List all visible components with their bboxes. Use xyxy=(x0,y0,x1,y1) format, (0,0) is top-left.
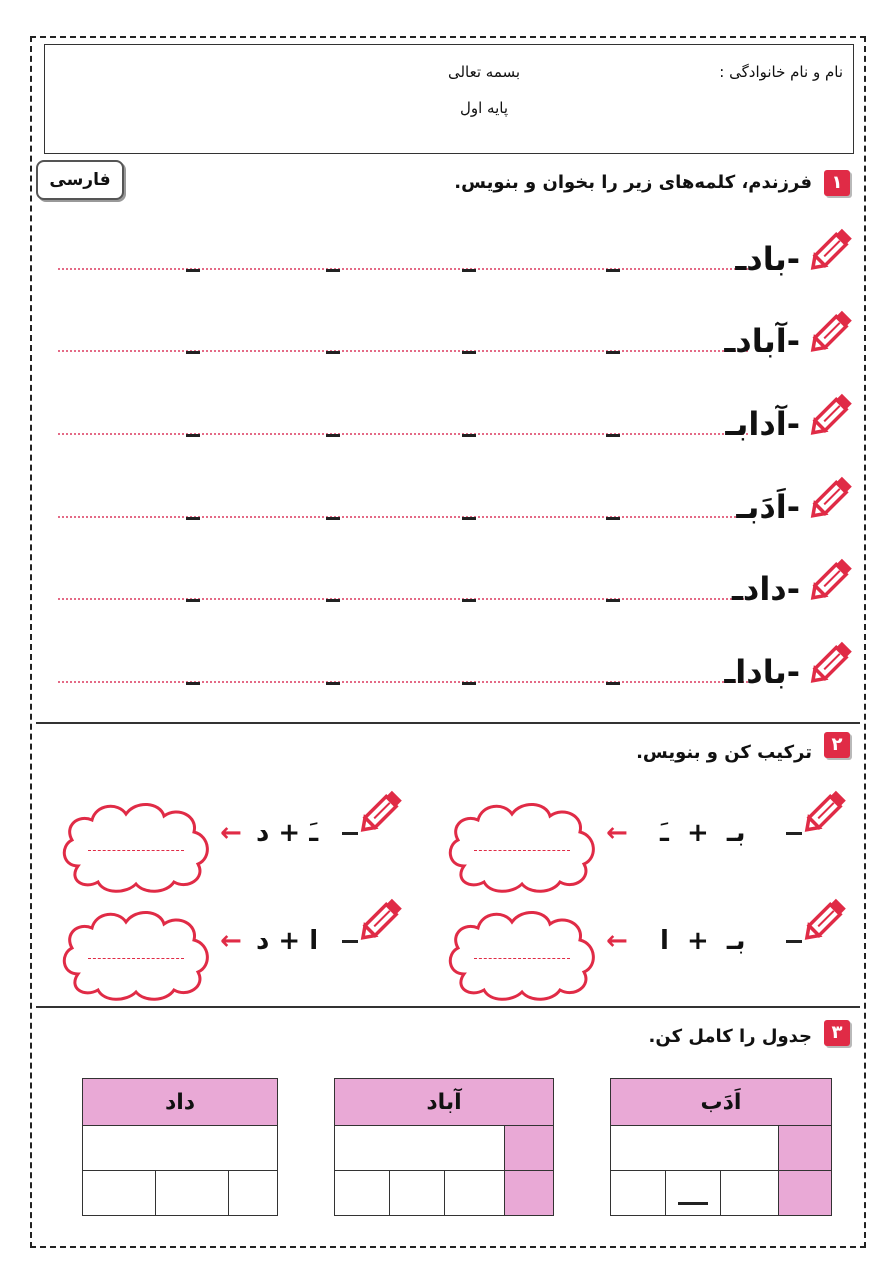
table-header-word: داد xyxy=(83,1079,278,1126)
dotted-writing-line xyxy=(58,516,748,518)
section-1-title: فرزندم، کلمه‌های زیر را بخوان و بنویس. xyxy=(454,172,812,193)
answer-cloud[interactable] xyxy=(442,796,602,896)
letter-cell[interactable] xyxy=(445,1171,505,1216)
answer-line xyxy=(88,850,184,851)
section-3-badge: ۳ xyxy=(824,1020,850,1046)
letter-cell[interactable] xyxy=(721,1171,779,1216)
table-header-word: اَدَب xyxy=(611,1079,832,1126)
pencil-icon xyxy=(800,894,852,946)
word-table xyxy=(610,1078,832,1216)
arrow-left-icon: ← xyxy=(220,926,242,956)
table-header-word: آباد xyxy=(335,1079,554,1126)
dotted-writing-line xyxy=(58,681,748,683)
section-1-badge: ۱ xyxy=(824,170,850,196)
dash-mark xyxy=(462,682,476,685)
dash-mark xyxy=(326,269,340,272)
grade-text: پایه اول xyxy=(459,99,509,117)
dash-mark xyxy=(606,517,620,520)
letter-cell[interactable] xyxy=(666,1171,721,1216)
dash-mark xyxy=(326,351,340,354)
student-name-label: نام و نام خانوادگی : xyxy=(719,63,843,81)
dash-mark xyxy=(326,434,340,437)
dash-mark xyxy=(462,351,476,354)
dash-mark xyxy=(326,599,340,602)
writing-row[interactable] xyxy=(58,637,858,697)
dash-mark xyxy=(462,269,476,272)
practice-word: -باداـ xyxy=(724,653,800,691)
dash-mark xyxy=(462,434,476,437)
answer-cell[interactable] xyxy=(83,1126,278,1171)
writing-row[interactable] xyxy=(58,306,858,366)
dash-mark xyxy=(186,682,200,685)
dash-mark xyxy=(606,351,620,354)
pencil-icon xyxy=(806,306,858,358)
pencil-icon xyxy=(800,786,852,838)
practice-word: -آبادـ xyxy=(724,322,800,360)
section-2-title: ترکیب کن و بنویس. xyxy=(636,742,812,763)
answer-line xyxy=(474,958,570,959)
combo-expression: ـَ + د xyxy=(256,818,319,848)
dotted-writing-line xyxy=(58,433,748,435)
dash-mark xyxy=(342,832,358,835)
combo-expression: بـ + ا xyxy=(660,926,746,956)
practice-word: -بادـ xyxy=(735,240,800,278)
pencil-icon xyxy=(806,637,858,689)
word-table xyxy=(82,1078,278,1216)
dotted-writing-line xyxy=(58,350,748,352)
dash-mark xyxy=(462,599,476,602)
shaded-cell xyxy=(779,1126,832,1171)
pencil-icon xyxy=(356,894,408,946)
writing-row[interactable] xyxy=(58,472,858,532)
word-table xyxy=(334,1078,554,1216)
dash-mark xyxy=(786,832,802,835)
answer-cell[interactable] xyxy=(335,1126,505,1171)
dash-mark xyxy=(606,599,620,602)
letter-cell[interactable] xyxy=(229,1171,278,1216)
pencil-icon xyxy=(356,786,408,838)
letter-cell[interactable] xyxy=(83,1171,156,1216)
dash-mark xyxy=(606,434,620,437)
pencil-icon xyxy=(806,472,858,524)
practice-word: -آدابـ xyxy=(725,405,800,443)
dash-mark xyxy=(462,517,476,520)
dotted-writing-line xyxy=(58,598,748,600)
section-2-badge: ۲ xyxy=(824,732,850,758)
arrow-left-icon: ← xyxy=(606,926,628,956)
section-divider xyxy=(36,1006,860,1008)
letter-cell[interactable] xyxy=(611,1171,666,1216)
answer-cloud[interactable] xyxy=(56,904,216,1004)
header-box xyxy=(44,44,854,154)
combo-expression: ا + د xyxy=(256,926,319,956)
shaded-cell xyxy=(779,1171,832,1216)
dash-mark xyxy=(786,940,802,943)
letter-cell[interactable] xyxy=(156,1171,229,1216)
subject-tag: فارسی xyxy=(36,160,124,200)
dash-mark xyxy=(326,517,340,520)
letter-cell[interactable] xyxy=(335,1171,390,1216)
bismillah-text: بسمه تعالی xyxy=(447,63,521,81)
shaded-cell xyxy=(505,1171,554,1216)
dash-mark xyxy=(186,517,200,520)
shaded-cell xyxy=(505,1126,554,1171)
dash-mark xyxy=(186,269,200,272)
writing-row[interactable] xyxy=(58,224,858,284)
pencil-icon xyxy=(806,554,858,606)
answer-line xyxy=(88,958,184,959)
section-3-title: جدول را کامل کن. xyxy=(648,1026,812,1047)
answer-cloud[interactable] xyxy=(56,796,216,896)
section-divider xyxy=(36,722,860,724)
answer-cloud[interactable] xyxy=(442,904,602,1004)
pencil-icon xyxy=(806,224,858,276)
answer-line xyxy=(474,850,570,851)
dotted-writing-line xyxy=(58,268,748,270)
dash-mark xyxy=(186,351,200,354)
dash-mark xyxy=(606,682,620,685)
arrow-left-icon: ← xyxy=(220,818,242,848)
dash-mark xyxy=(326,682,340,685)
hint-dash xyxy=(678,1202,708,1205)
practice-word: -اَدَبـ xyxy=(736,488,800,526)
combo-expression: بـ + ـَ xyxy=(660,818,746,848)
dash-mark xyxy=(606,269,620,272)
dash-mark xyxy=(186,434,200,437)
pencil-icon xyxy=(806,389,858,441)
writing-row[interactable] xyxy=(58,554,858,614)
letter-cell[interactable] xyxy=(390,1171,445,1216)
writing-row[interactable] xyxy=(58,389,858,449)
dash-mark xyxy=(342,940,358,943)
practice-word: -دادـ xyxy=(731,570,800,608)
answer-cell[interactable] xyxy=(611,1126,779,1171)
dash-mark xyxy=(186,599,200,602)
arrow-left-icon: ← xyxy=(606,818,628,848)
